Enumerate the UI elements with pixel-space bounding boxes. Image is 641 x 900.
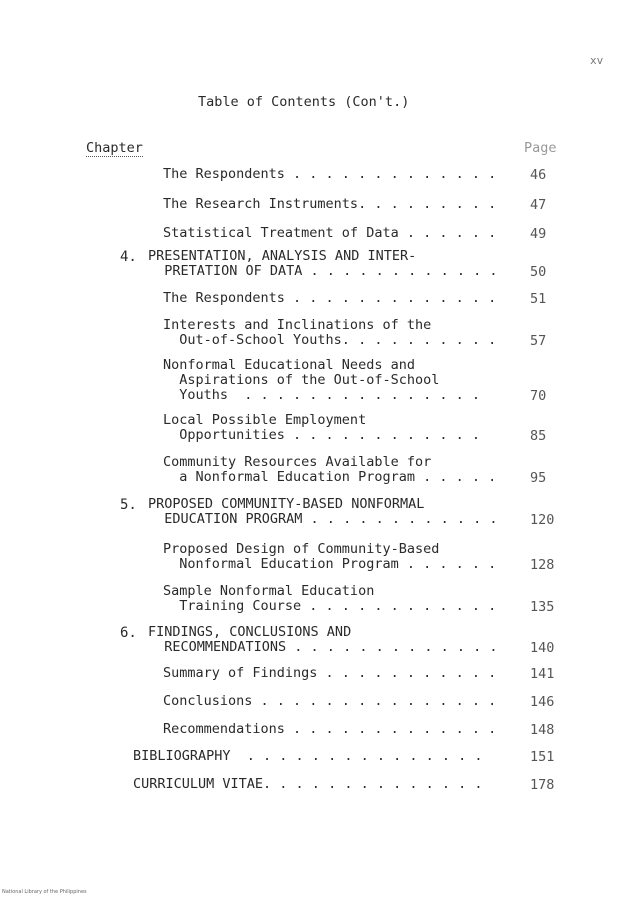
toc-entry (0, 318, 641, 358)
entry-title: Sample Nonformal Education Training Course . . . . . . . . . . . . (163, 583, 497, 614)
toc-entry (0, 497, 641, 537)
entry-title: The Respondents . . . . . . . . . . . . . (163, 166, 497, 182)
entry-page: 140 (530, 640, 555, 656)
chapter-number: 4. (120, 249, 137, 265)
entry-page: 148 (530, 722, 555, 738)
entry-page: 151 (530, 749, 555, 765)
entry-page: 49 (530, 226, 547, 242)
entry-page: 128 (530, 557, 555, 573)
entry-page: 95 (530, 470, 547, 486)
entry-title: FINDINGS, CONCLUSIONS AND RECOMMENDATIONS . . . . . . . . . . . . . (148, 624, 498, 655)
chapter-number: 6. (120, 625, 137, 641)
toc-entry (0, 413, 641, 453)
chapter-number: 5. (120, 497, 137, 513)
entry-page: 46 (530, 167, 547, 183)
chapter-column-header (86, 140, 143, 156)
page-column-header: Page (524, 140, 557, 156)
entry-title: The Respondents . . . . . . . . . . . . . (163, 290, 497, 306)
entry-title: Local Possible Employment Opportunities . . . . . . . . . . . . (163, 412, 480, 443)
entry-title: Community Resources Available for a Nonformal Education Program . . . . . (163, 454, 497, 485)
entry-page: 51 (530, 291, 547, 307)
toc-entry (0, 584, 641, 624)
entry-page: 85 (530, 428, 547, 444)
entry-title: Nonformal Educational Needs and Aspirations of the Out-of-School Youths . . . . . . . . . . . . . . . (163, 357, 480, 403)
entry-title: Statistical Treatment of Data . . . . . . (163, 225, 497, 241)
entry-title: BIBLIOGRAPHY . . . . . . . . . . . . . . . (133, 748, 483, 764)
entry-title: The Research Instruments. . . . . . . . . (163, 196, 497, 212)
toc-entry (0, 249, 641, 289)
entry-page: 50 (530, 264, 547, 280)
entry-title: Recommendations . . . . . . . . . . . . . (163, 721, 497, 737)
entry-title: PRESENTATION, ANALYSIS AND INTER- PRETATION OF DATA . . . . . . . . . . . . (148, 248, 498, 279)
entry-page: 70 (530, 388, 547, 404)
toc-entry (0, 777, 641, 817)
page-title: Table of Contents (Con't.) (198, 94, 410, 110)
archive-footer: National Library of the Philippines (2, 889, 87, 895)
toc-entry (0, 625, 641, 665)
entry-title: CURRICULUM VITAE. . . . . . . . . . . . . . (133, 776, 483, 792)
entry-title: Summary of Findings . . . . . . . . . . . (163, 665, 497, 681)
entry-title: Conclusions . . . . . . . . . . . . . . . (163, 693, 497, 709)
toc-entry (0, 455, 641, 495)
entry-title: Interests and Inclinations of the Out-of-School Youths. . . . . . . . . . (163, 317, 497, 348)
entry-page: 120 (530, 512, 555, 528)
entry-title: Proposed Design of Community-Based Nonformal Education Program . . . . . . (163, 541, 497, 572)
chapter-header-label: Chapter (86, 140, 143, 156)
entry-title: PROPOSED COMMUNITY-BASED NONFORMAL EDUCATION PROGRAM . . . . . . . . . . . . (148, 496, 498, 527)
page-number: xv (590, 54, 604, 67)
toc-entry (0, 357, 641, 404)
toc-entry (0, 542, 641, 582)
entry-page: 57 (530, 333, 547, 349)
entry-page: 135 (530, 599, 555, 615)
entry-page: 47 (530, 197, 547, 213)
entry-page: 146 (530, 694, 555, 710)
entry-page: 178 (530, 777, 555, 793)
entry-page: 141 (530, 666, 555, 682)
